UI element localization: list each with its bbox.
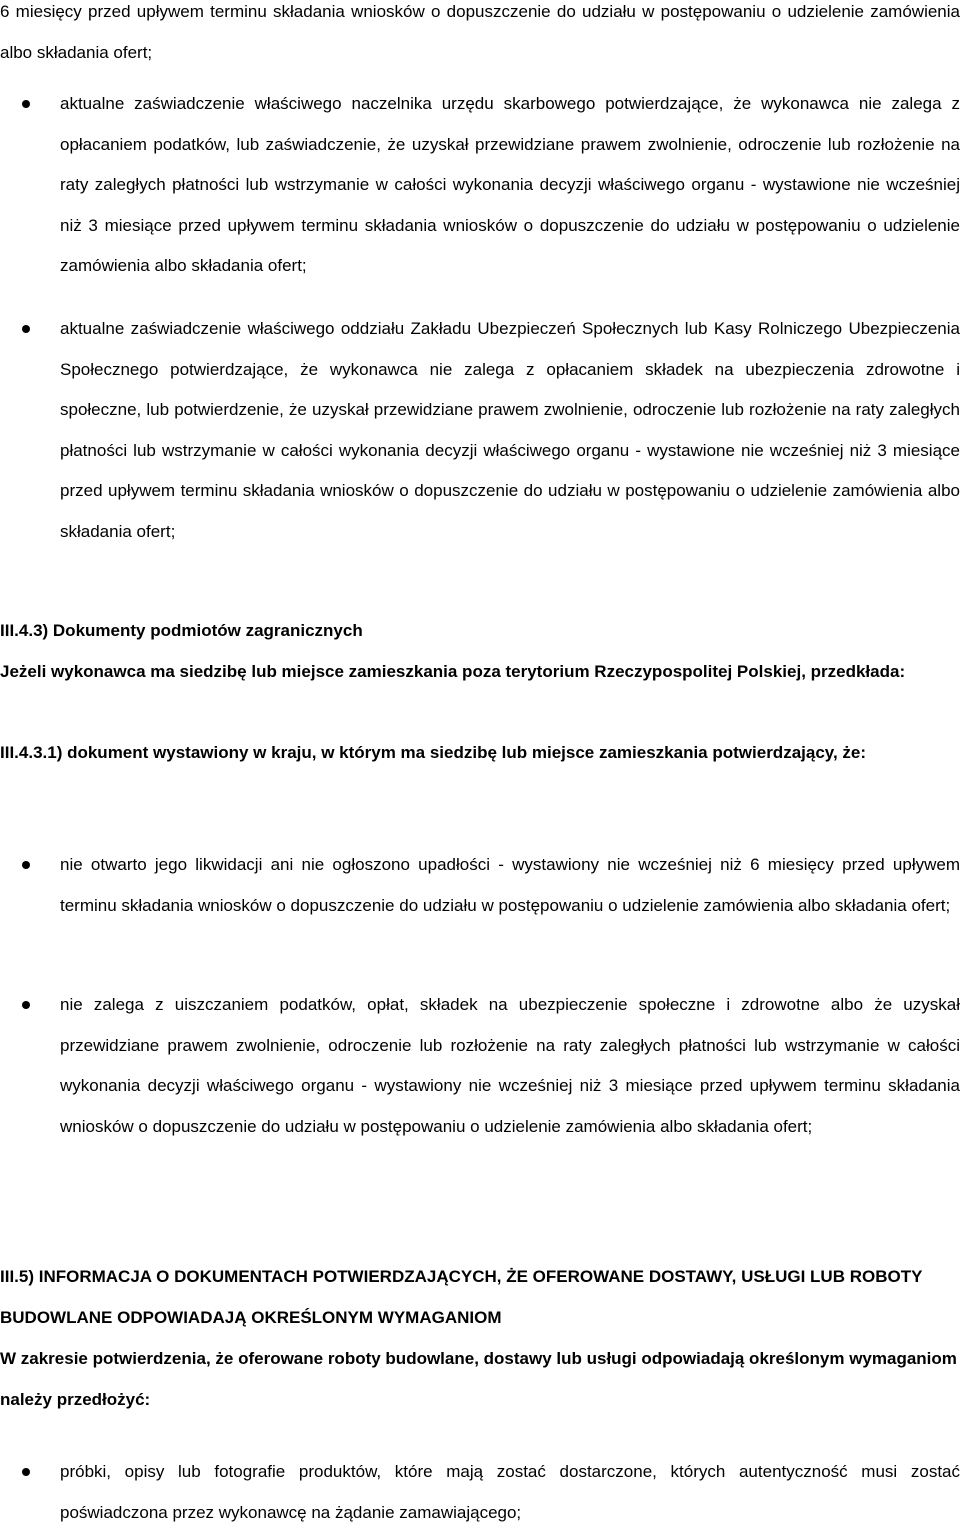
list-item-text: nie zalega z uiszczaniem podatków, opłat, składek na ubezpieczenie społeczne i zdrowotne albo że uzyskał przewidziane prawem zwolnienie, odroczenie lub rozłożenie na raty zaległych płatności lub wstrzymanie w całości wykonania decyzji właściwego organu - wystawiony nie wcześniej niż 3 miesiące przed upływem terminu składania wniosków o dopuszczenie do udziału w postępowaniu o udzielenie zamówienia albo składania ofert; — [60, 995, 960, 1136]
list-item — [0, 845, 960, 965]
bullet-icon — [22, 100, 30, 108]
list-item-text: aktualne zaświadczenie właściwego naczelnika urzędu skarbowego potwierdzające, że wykonawca nie zalega z opłacaniem podatków, lub zaświadczenie, że uzyskał przewidziane prawem zwolnienie, odroczenie lub rozłożenie na raty zaległych płatności lub wstrzymanie w całości wykonania decyzji właściwego organu - wystawione nie wcześniej niż 3 miesiące przed upływem terminu składania wniosków o dopuszczenie do udziału w postępowaniu o udzielenie zamówienia albo składania ofert; — [60, 94, 960, 275]
list-item-text: aktualne zaświadczenie właściwego oddziału Zakładu Ubezpieczeń Społecznych lub Kasy Rolniczego Ubezpieczenia Społecznego potwierdzające, że wykonawca nie zalega z opłacaniem składek na ubezpieczenia zdrowotne i społeczne, lub potwierdzenie, że uzyskał przewidziane prawem zwolnienie, odroczenie lub rozłożenie na raty zaległych płatności lub wstrzymanie w całości wykonania decyzji właściwego organu - wystawione nie wcześniej niż 3 miesiące przed upływem terminu składania wniosków o dopuszczenie do udziału w postępowaniu o udzielenie zamówienia albo składania ofert; — [60, 319, 960, 541]
list-item — [0, 1452, 960, 1532]
bullet-icon — [22, 1001, 30, 1009]
list-item-text: próbki, opisy lub fotografie produktów, które mają zostać dostarczone, których autentyczność musi zostać poświadczona przez wykonawcę na żądanie zamawiającego; — [60, 1462, 960, 1522]
bullet-icon — [22, 861, 30, 869]
list-item — [0, 309, 960, 594]
continuation-paragraph — [0, 0, 960, 73]
sub-section-heading: III.4.3.1) dokument wystawiony w kraju, w którym ma siedzibę lub miejsce zamieszkania potwierdzający, że: — [0, 743, 867, 762]
section-intro: Jeżeli wykonawca ma siedzibę lub miejsce zamieszkania poza terytorium Rzeczypospolitej Polskiej, przedkłada: — [0, 662, 906, 681]
bullet-icon — [22, 325, 30, 333]
section-heading: III.5) INFORMACJA O DOKUMENTACH POTWIERDZAJĄCYCH, ŻE OFEROWANE DOSTAWY, USŁUGI LUB ROBOTY BUDOWLANE ODPOWIADAJĄ OKREŚLONYM WYMAGANIOM — [0, 1267, 923, 1327]
bullet-icon — [22, 1468, 30, 1476]
list-item — [0, 84, 960, 284]
continuation-text: 6 miesięcy przed upływem terminu składania wniosków o dopuszczenie do udziału w postępowaniu o udzielenie zamówienia albo składania ofert; — [0, 2, 960, 62]
list-item-text: nie otwarto jego likwidacji ani nie ogłoszono upadłości - wystawiony nie wcześniej niż 6 miesięcy przed upływem terminu składania wniosków o dopuszczenie do udziału w postępowaniu o udzielenie zamówienia albo składania ofert; — [60, 855, 960, 915]
list-item — [0, 985, 960, 1185]
section-heading: III.4.3) Dokumenty podmiotów zagranicznych — [0, 621, 363, 640]
section-intro: W zakresie potwierdzenia, że oferowane roboty budowlane, dostawy lub usługi odpowiadają określonym wymaganiom należy przedłożyć: — [0, 1349, 957, 1409]
